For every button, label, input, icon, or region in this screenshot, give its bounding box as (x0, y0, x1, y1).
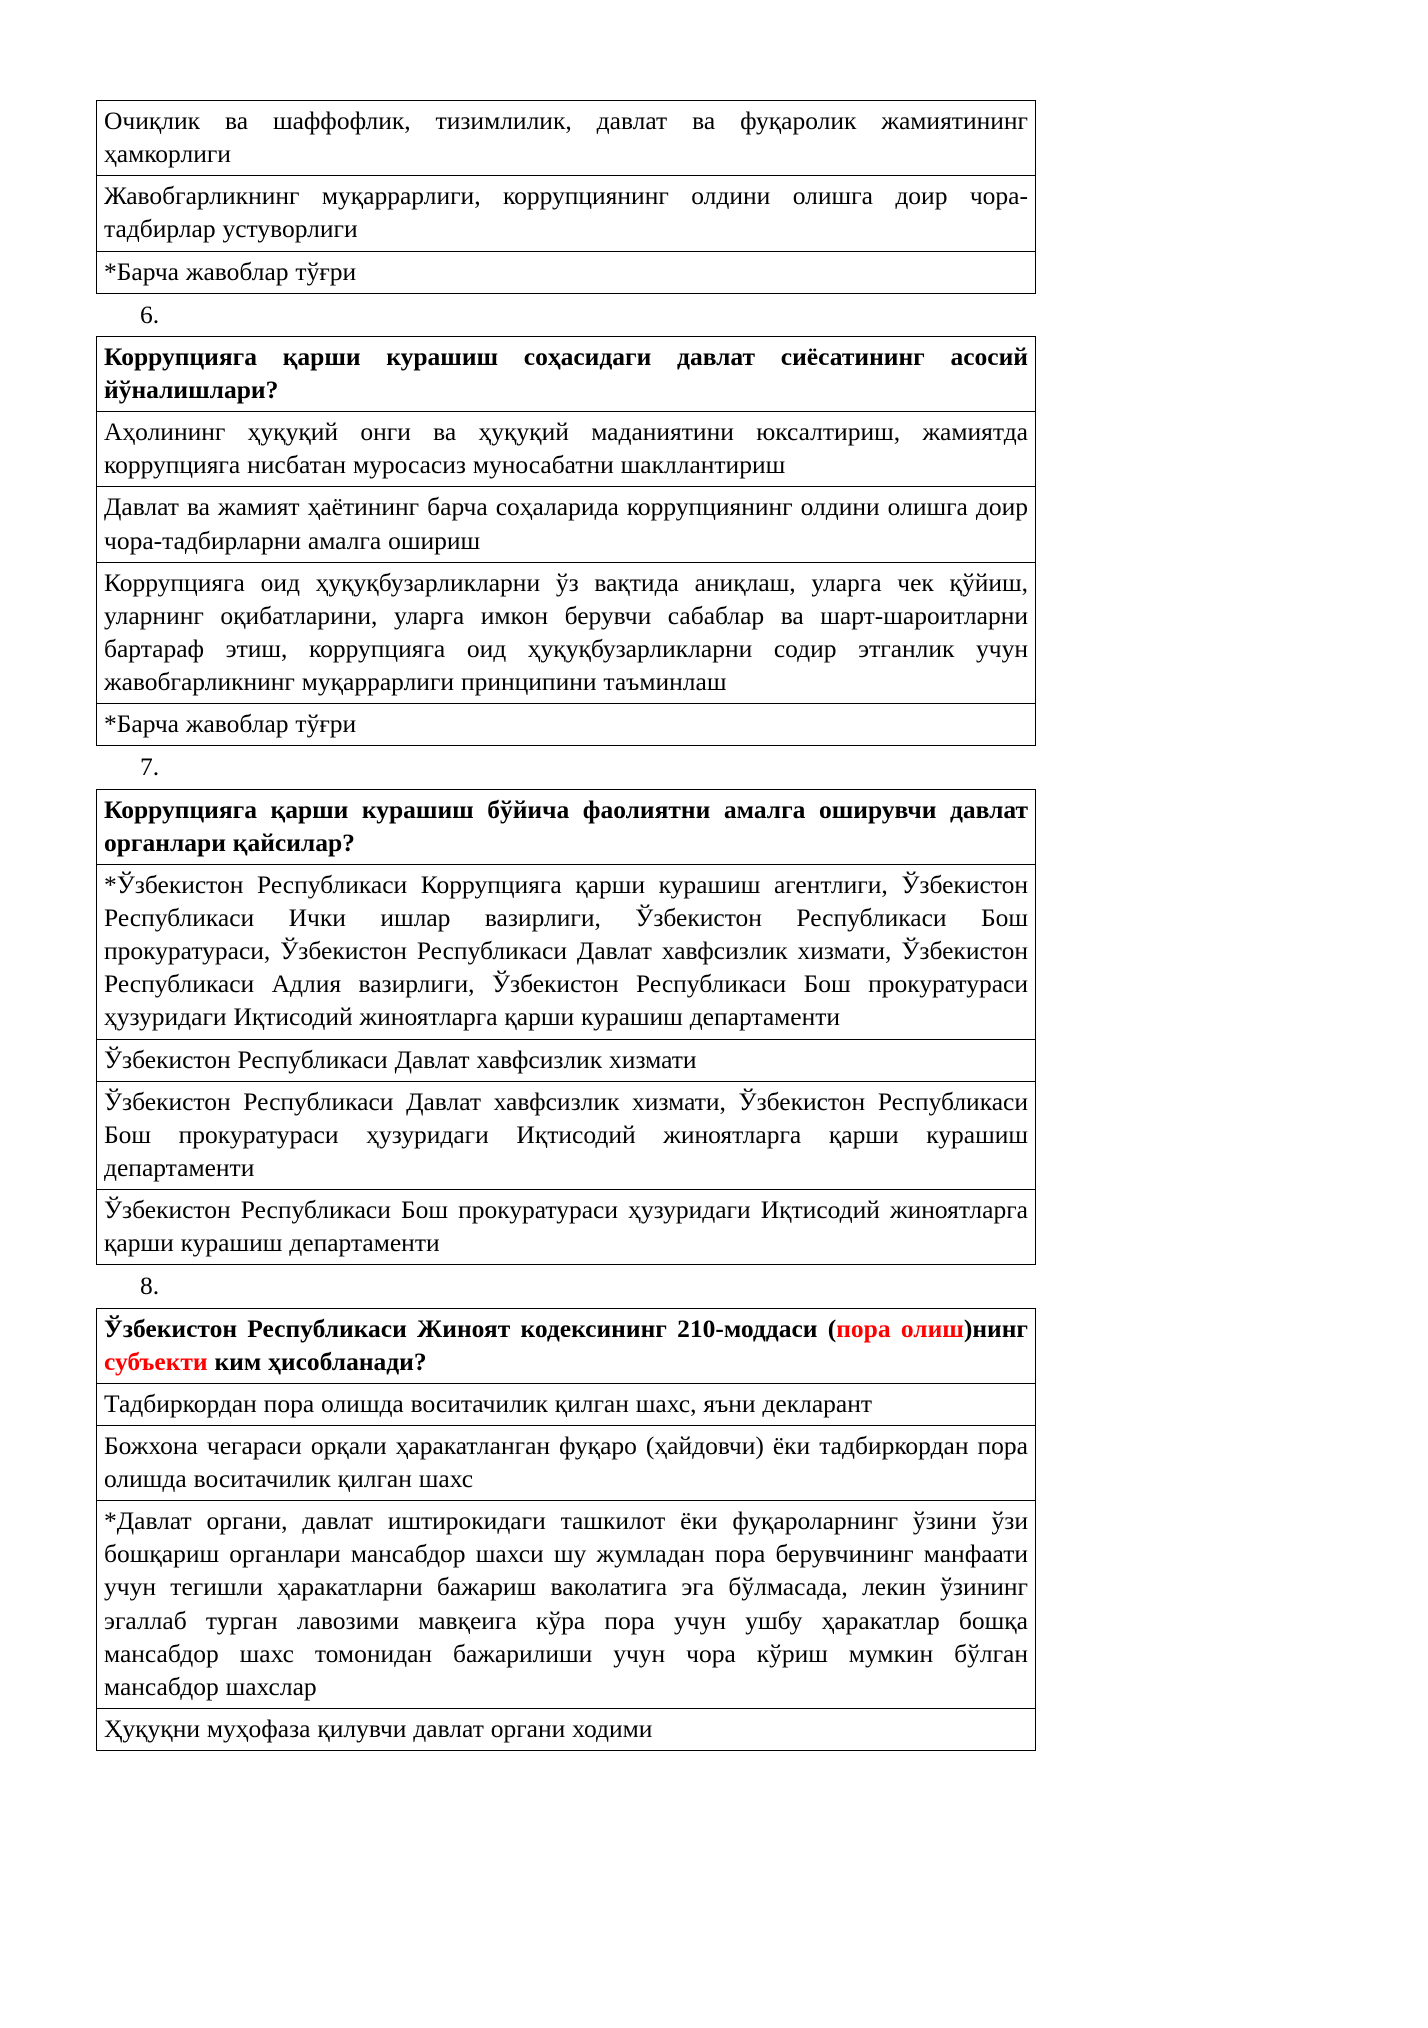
table-row (97, 704, 1036, 746)
answer-option: Коррупцияга оид ҳуқуқбузарликларни ўз вақтида аниқлаш, уларга чек қўйиш, уларнинг оқибатларини, уларга имкон берувчи сабаблар ва шарт-шароитларни бартараф этиш, коррупцияга оид ҳуқуқбузарликларни содир этганлик учун жавобгарликнинг муқаррарлиги принципини таъминлаш (97, 562, 1036, 704)
table-row-header (97, 336, 1036, 411)
answer-option: Ўзбекистон Республикаси Давлат хавфсизлик хизмати, Ўзбекистон Республикаси Бош прокуратураси ҳузуридаги Иқтисодий жиноятларга қарши курашиш департаменти (97, 1081, 1036, 1189)
question-table-8 (96, 1308, 1036, 1752)
table-row (97, 562, 1036, 704)
table-row (97, 864, 1036, 1039)
table-row (97, 251, 1036, 293)
table-row (97, 176, 1036, 251)
answers-table-continued (96, 100, 1036, 294)
answer-option: Божхона чегараси орқали ҳаракатланган фуқаро (ҳайдовчи) ёки тадбиркордан пора олишда воситачилик қилган шахс (97, 1425, 1036, 1500)
question-table-6 (96, 336, 1036, 747)
answer-option: Тадбиркордан пора олишда воситачилик қилган шахс, яъни декларант (97, 1383, 1036, 1425)
answer-option: Очиқлик ва шаффофлик, тизимлилик, давлат ва фуқаролик жамиятининг ҳамкорлиги (97, 101, 1036, 176)
table-row (97, 1081, 1036, 1189)
header-segment-highlight-2: субъекти (104, 1346, 208, 1376)
question-table-7 (96, 789, 1036, 1266)
header-segment-plain-1: Ўзбекистон Республикаси Жиноят кодексининг 210-моддаси ( (104, 1313, 837, 1343)
question-number-8: 8. (140, 1271, 160, 1301)
table-row (97, 1039, 1036, 1081)
answer-option: Ҳуқуқни муҳофаза қилувчи давлат органи ходими (97, 1709, 1036, 1751)
header-segment-highlight-1: пора олиш (836, 1313, 964, 1343)
table-row (97, 1709, 1036, 1751)
question-header-8 (97, 1308, 1036, 1383)
table-row (97, 101, 1036, 176)
table-row (97, 1501, 1036, 1709)
table-row (97, 1425, 1036, 1500)
table-row-header (97, 1308, 1036, 1383)
question-header-7: Коррупцияга қарши курашиш бўйича фаолиятни амалга оширувчи давлат органлари қайсилар? (97, 789, 1036, 864)
answer-option: Ўзбекистон Республикаси Бош прокуратураси ҳузуридаги Иқтисодий жиноятларга қарши курашиш департаменти (97, 1190, 1036, 1265)
table-row (97, 412, 1036, 487)
answer-option: Ўзбекистон Республикаси Давлат хавфсизлик хизмати (97, 1039, 1036, 1081)
answer-option: Аҳолининг ҳуқуқий онги ва ҳуқуқий маданиятини юксалтириш, жамиятда коррупцияга нисбатан муросасиз муносабатни шакллантириш (97, 412, 1036, 487)
table-row (97, 1383, 1036, 1425)
answer-option-correct: *Ўзбекистон Республикаси Коррупцияга қарши курашиш агентлиги, Ўзбекистон Республикаси Ички ишлар вазирлиги, Ўзбекистон Республикаси Бош прокуратураси, Ўзбекистон Республикаси Давлат хавфсизлик хизмати, Ўзбекистон Республикаси Адлия вазирлиги, Ўзбекистон Республикаси Бош прокуратураси ҳузуридаги Иқтисодий жиноятларга қарши курашиш департаменти (97, 864, 1036, 1039)
table-row (97, 487, 1036, 562)
answer-option-correct: *Давлат органи, давлат иштирокидаги ташкилот ёки фуқароларнинг ўзини ўзи бошқариш органлари мансабдор шахси шу жумладан пора берувчининг манфаати учун тегишли ҳаракатларни бажариш ваколатига эга бўлмасада, лекин ўзининг эгаллаб турган лавозими мавқеига кўра пора учун ушбу ҳаракатлар бошқа мансабдор шахс томонидан бажарилиши учун чора кўриш мумкин бўлган мансабдор шахслар (97, 1501, 1036, 1709)
header-segment-plain-2: )нинг (963, 1313, 1028, 1343)
question-number-6: 6. (140, 299, 160, 329)
answer-option-correct: *Барча жавоблар тўғри (97, 704, 1036, 746)
table-row-header (97, 789, 1036, 864)
answer-option: Жавобгарликнинг муқаррарлиги, коррупциянинг олдини олишга доир чора-тадбирлар устуворлиги (97, 176, 1036, 251)
question-number-7: 7. (140, 752, 160, 782)
question-header-6: Коррупцияга қарши курашиш соҳасидаги давлат сиёсатининг асосий йўналишлари? (97, 336, 1036, 411)
table-row (97, 1190, 1036, 1265)
header-segment-plain-3: ким ҳисобланади? (207, 1346, 427, 1376)
answer-option-correct: *Барча жавоблар тўғри (97, 251, 1036, 293)
answer-option: Давлат ва жамият ҳаётининг барча соҳаларида коррупциянинг олдини олишга доир чора-тадбирларни амалга ошириш (97, 487, 1036, 562)
